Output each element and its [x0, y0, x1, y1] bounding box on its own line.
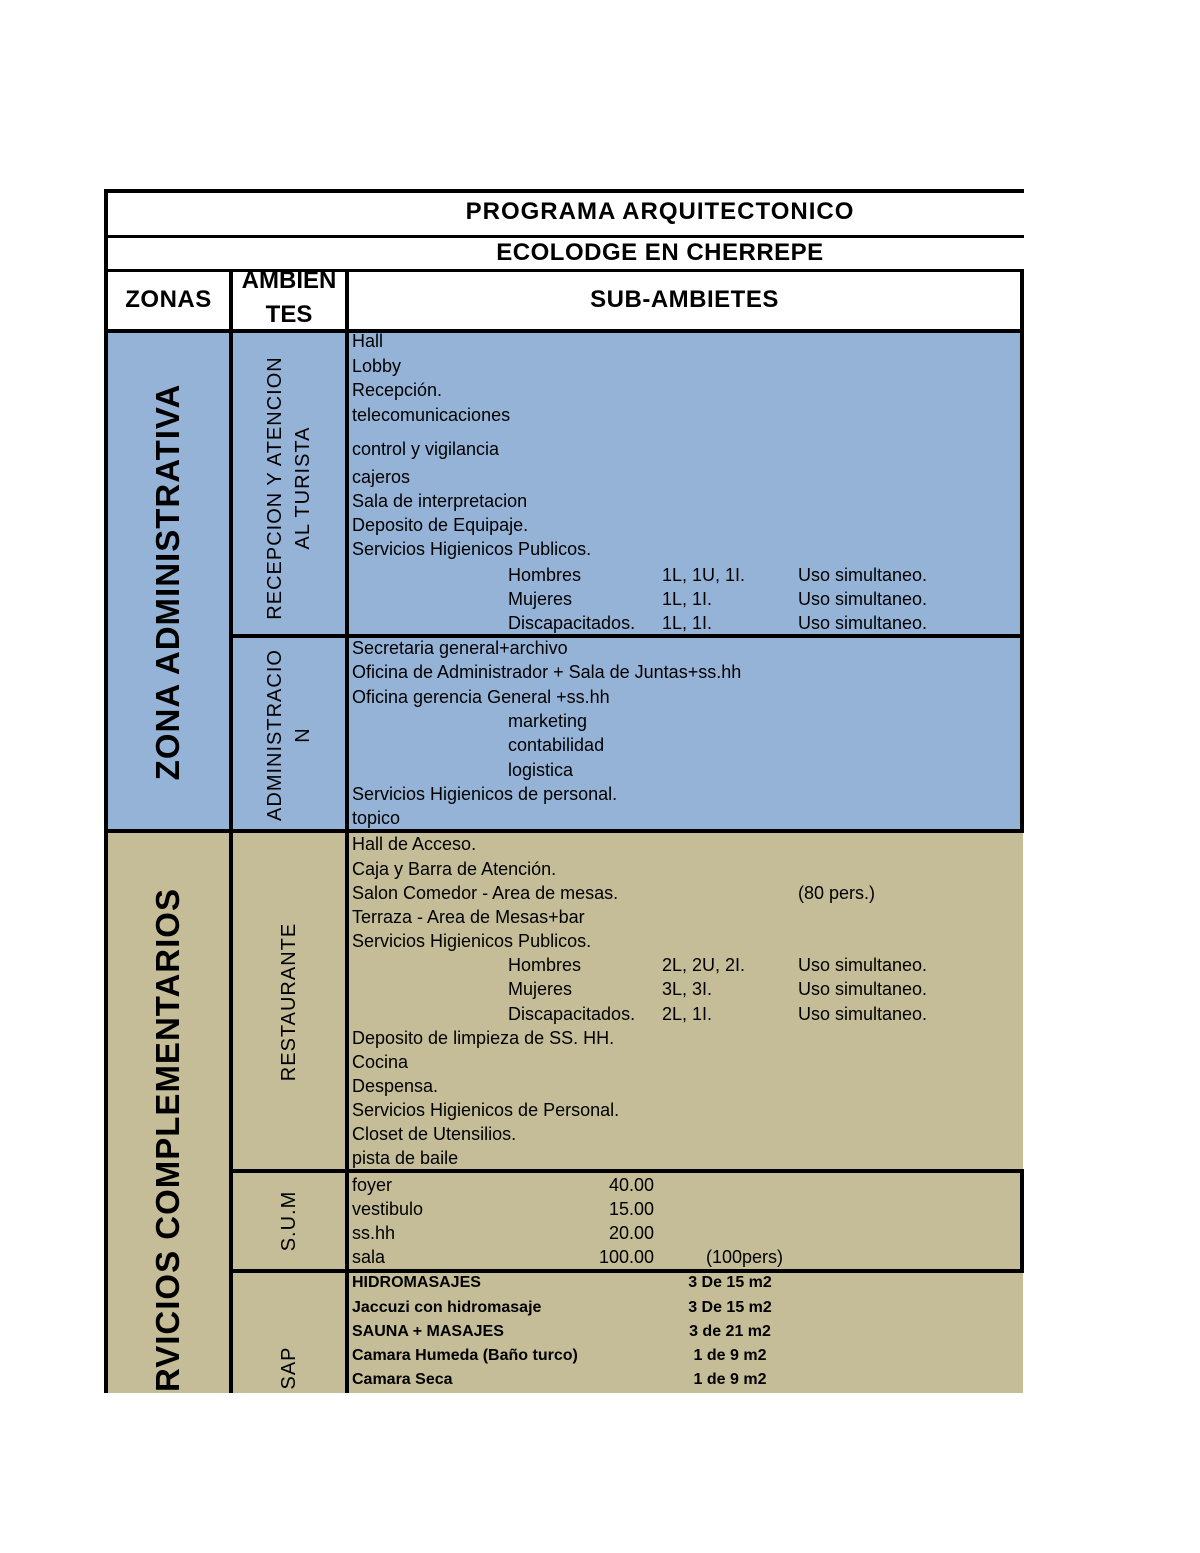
- sap-row-qty: 3 De 15 m2: [688, 1299, 772, 1316]
- ambiente-label-recepcion: RECEPCION Y ATENCION AL TURISTA: [264, 356, 314, 620]
- ss-use: Uso simultaneo.: [798, 589, 928, 609]
- list-item: Despensa.: [352, 1076, 439, 1096]
- sap-row-name: HIDROMASAJES: [352, 1274, 481, 1291]
- ss-qty: 2L, 2U, 2I.: [662, 955, 746, 975]
- sum-row-area: 20.00: [608, 1223, 654, 1243]
- list-item: Hall de Acceso.: [352, 834, 477, 854]
- border-sum-bottom: [229, 1269, 1024, 1273]
- list-item: Closet de Utensilios.: [352, 1124, 517, 1144]
- header-ambientes-line2: TES: [265, 301, 313, 328]
- sap-row-qty: 1 de 9 m2: [693, 1371, 767, 1388]
- sum-row-name: ss.hh: [352, 1223, 396, 1243]
- border-right-header: [1020, 269, 1024, 333]
- sap-row-qty: 3 De 15 m2: [688, 1274, 772, 1291]
- list-item: Recepción.: [352, 380, 443, 400]
- comedor-capacity-note: (80 pers.): [798, 883, 876, 903]
- page-bottom-margin: [0, 1393, 1200, 1553]
- border-sum-right: [1020, 1169, 1024, 1273]
- sum-row-note: (100pers): [706, 1247, 784, 1267]
- list-item: Terraza - Area de Mesas+bar: [352, 907, 585, 927]
- page-title: PROGRAMA ARQUITECTONICO: [465, 198, 855, 225]
- ss-use: Uso simultaneo.: [798, 613, 928, 633]
- sap-row-name: Jaccuzi con hidromasaje: [352, 1299, 542, 1316]
- list-item: Servicios Higienicos de personal.: [352, 784, 618, 804]
- zone-label-complementarios: RVICIOS COMPLEMENTARIOS: [149, 888, 186, 1392]
- list-item: Servicios Higienicos Publicos.: [352, 931, 592, 951]
- sap-row-qty: 3 de 21 m2: [689, 1323, 771, 1340]
- ss-qty: 1L, 1I.: [662, 589, 713, 609]
- ss-use: Uso simultaneo.: [798, 955, 928, 975]
- list-item: cajeros: [352, 467, 411, 487]
- zone-label-administrativa: ZONA ADMINISTRATIVA: [149, 383, 186, 781]
- ss-use: Uso simultaneo.: [798, 1004, 928, 1024]
- ambiente-label-restaurante: RESTAURANTE: [278, 922, 300, 1082]
- list-item: pista de baile: [352, 1148, 459, 1168]
- ambiente-label-sap: SAP: [278, 1346, 300, 1390]
- ambiente-label-sum: S.U.M: [278, 1190, 300, 1252]
- ss-qty: 2L, 1I.: [662, 1004, 713, 1024]
- list-item: control y vigilancia: [352, 439, 500, 459]
- list-subitem: marketing: [508, 711, 588, 731]
- sum-row-area: 100.00: [598, 1247, 654, 1267]
- border-recepcion-bottom: [229, 634, 1024, 638]
- border-left: [104, 189, 108, 1393]
- list-item: Deposito de Equipaje.: [352, 515, 529, 535]
- header-ambientes-line1: AMBIEN: [241, 268, 337, 294]
- border-top: [104, 189, 1024, 193]
- border-header-bottom: [104, 329, 1024, 333]
- list-item: Sala de interpretacion: [352, 491, 528, 511]
- ambiente-label-administracion: ADMINISTRACIO N: [264, 649, 314, 821]
- sum-row-area: 15.00: [608, 1199, 654, 1219]
- list-item: Oficina gerencia General +ss.hh: [352, 687, 610, 707]
- list-item: Oficina de Administrador + Sala de Juntas+ss.hh: [352, 662, 742, 682]
- ss-qty: 3L, 3I.: [662, 979, 713, 999]
- list-item: Servicios Higienicos de Personal.: [352, 1100, 620, 1120]
- ss-qty: 1L, 1U, 1I.: [662, 565, 746, 585]
- page-subtitle: ECOLODGE EN CHERREPE: [496, 239, 824, 266]
- sum-row-name: vestibulo: [352, 1199, 424, 1219]
- border-admin-right: [1020, 329, 1024, 832]
- ss-name: Mujeres: [508, 979, 573, 999]
- list-item: Hall: [352, 331, 384, 351]
- list-subitem: contabilidad: [508, 735, 605, 755]
- ss-qty: 1L, 1I.: [662, 613, 713, 633]
- ss-name: Discapacitados.: [508, 613, 636, 633]
- header-sub-ambientes: SUB-AMBIETES: [590, 286, 779, 313]
- border-restaurante-bottom: [229, 1169, 1024, 1173]
- ss-name: Discapacitados.: [508, 1004, 636, 1024]
- ss-name: Hombres: [508, 565, 582, 585]
- list-subitem: logistica: [508, 760, 574, 780]
- border-admin-bottom: [104, 829, 1024, 833]
- ss-name: Mujeres: [508, 589, 573, 609]
- list-item: Servicios Higienicos Publicos.: [352, 539, 592, 559]
- list-item: Caja y Barra de Atención.: [352, 859, 557, 879]
- sap-row-name: SAUNA + MASAJES: [352, 1323, 504, 1340]
- sum-row-name: sala: [352, 1247, 386, 1267]
- list-item: Salon Comedor - Area de mesas.: [352, 883, 619, 903]
- ss-use: Uso simultaneo.: [798, 565, 928, 585]
- sum-row-name: foyer: [352, 1175, 393, 1195]
- list-item: Secretaria general+archivo: [352, 638, 568, 658]
- list-item: Cocina: [352, 1052, 409, 1072]
- list-item: telecomunicaciones: [352, 405, 511, 425]
- sap-row-qty: 1 de 9 m2: [693, 1347, 767, 1364]
- ss-use: Uso simultaneo.: [798, 979, 928, 999]
- sum-row-area: 40.00: [608, 1175, 654, 1195]
- header-zonas: ZONAS: [125, 286, 212, 313]
- ss-name: Hombres: [508, 955, 582, 975]
- list-item: Deposito de limpieza de SS. HH.: [352, 1028, 615, 1048]
- sap-row-name: Camara Humeda (Baño turco): [352, 1347, 578, 1364]
- sap-row-name: Camara Seca: [352, 1371, 453, 1388]
- list-item: Lobby: [352, 356, 402, 376]
- list-item: topico: [352, 808, 401, 828]
